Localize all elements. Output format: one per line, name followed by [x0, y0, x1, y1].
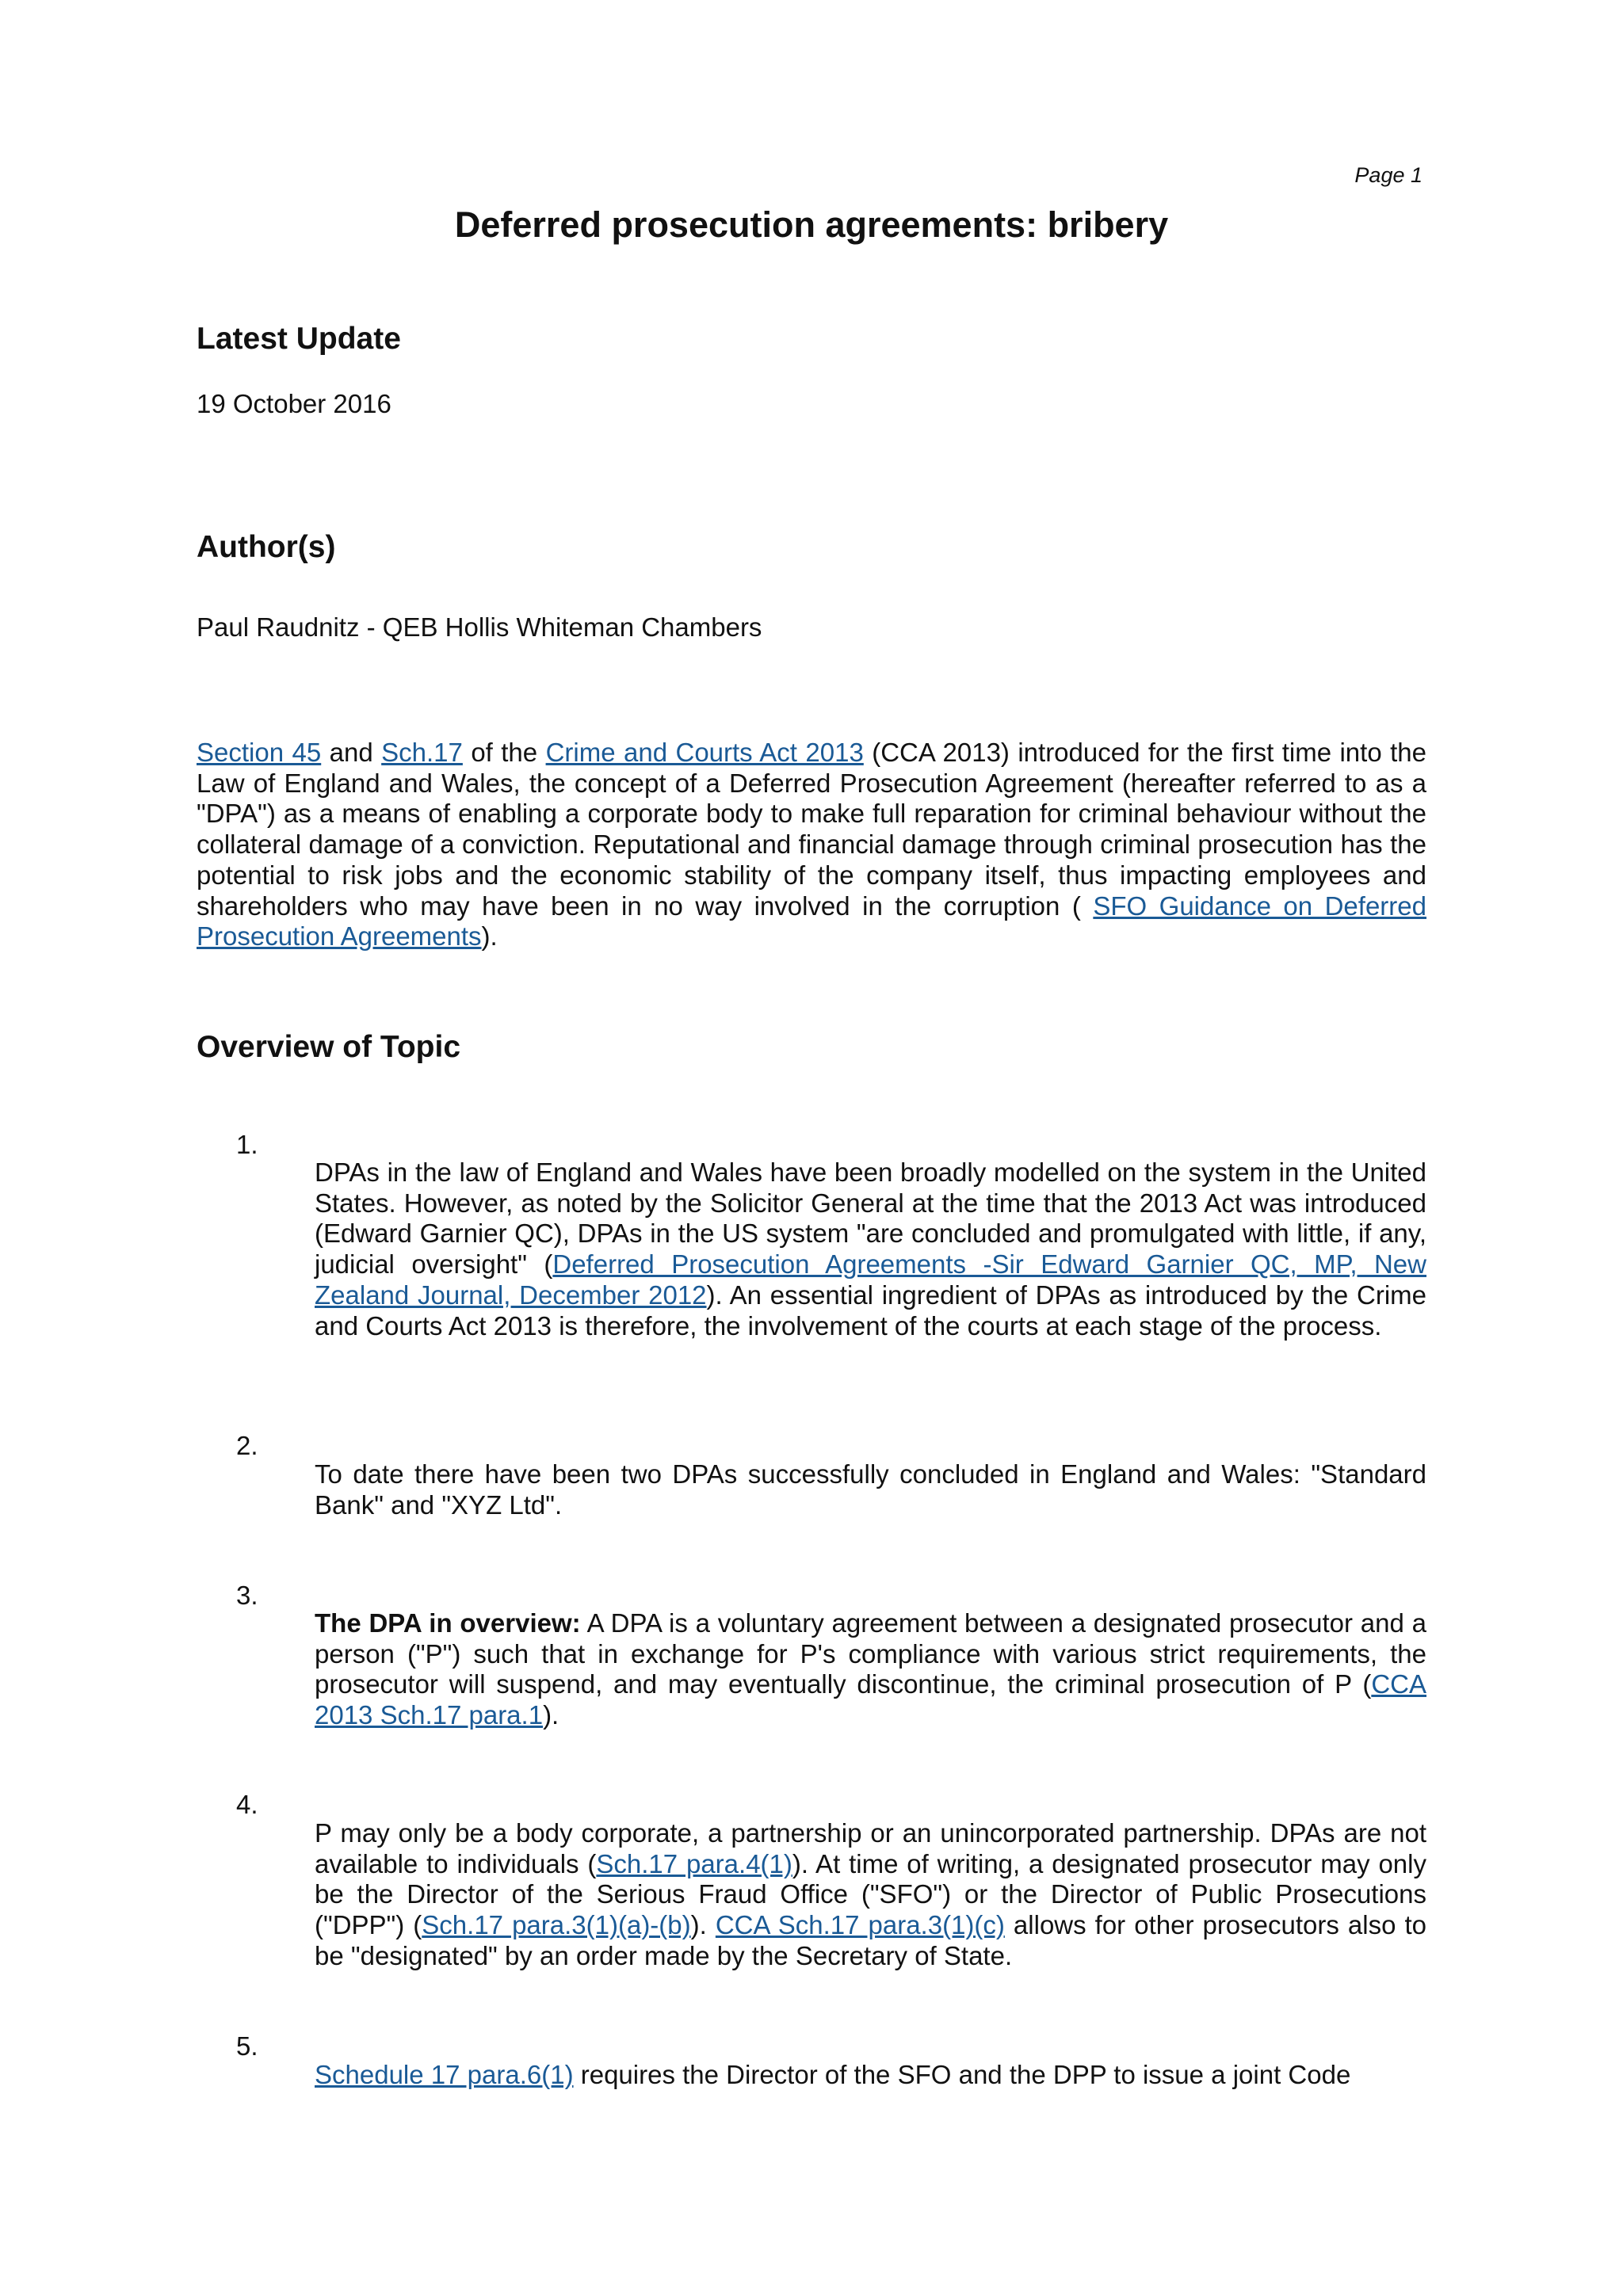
- schedule17-para6-link[interactable]: Schedule 17 para.6(1): [315, 2060, 574, 2089]
- intro-text: (CCA 2013) introduced for the first time into the Law of England and Wales, the concept of a Deferred Prosecution Agreement (hereafter referred to as a "DPA") as a means of enabling a corporate body to make full reparation for criminal behaviour without the collateral damage of a conviction. Reputational and financial damage through criminal prosecution has the potential to risk jobs and the economic stability of the company itself, thus impacting employees and shareholders who may have been in no way involved in the corruption (: [197, 738, 1426, 921]
- item-text: ). An essential ingredient of DPAs as introduced by the Crime and Courts Act 2013 is therefore, the involvement of the courts at each stage of the process.: [315, 1280, 1426, 1341]
- authors-heading: Author(s): [197, 530, 336, 564]
- list-item-number: 5.: [236, 2031, 258, 2061]
- garnier-article-link[interactable]: Deferred Prosecution Agreements -Sir Edward Garnier QC, MP, New Zealand Journal, December 2012: [315, 1249, 1426, 1310]
- page-number: Page 1: [1354, 163, 1423, 187]
- list-item-number: 4.: [236, 1790, 258, 1819]
- list-item: [315, 1818, 1426, 1972]
- document-title: Deferred prosecution agreements: bribery: [454, 204, 1169, 245]
- item-bold-lead: The DPA in overview:: [315, 1608, 581, 1638]
- latest-update-heading: Latest Update: [197, 322, 401, 356]
- item-text: allows for other prosecutors also to be "designated" by an order made by the Secretary of State.: [315, 1910, 1427, 1970]
- cca-sch17-para1-link[interactable]: CCA 2013 Sch.17 para.1: [315, 1669, 1426, 1730]
- sch17-link[interactable]: Sch.17: [381, 738, 463, 767]
- item-text: ).: [543, 1700, 559, 1730]
- intro-text: of the: [462, 738, 546, 767]
- overview-heading: Overview of Topic: [197, 1030, 461, 1064]
- intro-text: ).: [481, 921, 498, 952]
- item-text: A DPA is a voluntary agreement between a designated prosecutor and a person ("P") such that in exchange for P's compliance with various strict requirements, the prosecutor will suspend, and may eventually discontinue, the criminal prosecution of P (: [315, 1608, 1426, 1699]
- list-item: [315, 1459, 1426, 1520]
- sfo-guidance-link[interactable]: SFO Guidance on Deferred Prosecution Agreements: [197, 891, 1426, 952]
- item-text: To date there have been two DPAs successfully concluded in England and Wales: "Standard Bank" and "XYZ Ltd".: [315, 1459, 1426, 1520]
- author-name: Paul Raudnitz - QEB Hollis Whiteman Chambers: [197, 612, 762, 642]
- item-text: DPAs in the law of England and Wales have been broadly modelled on the system in the United States. However, as noted by the Solicitor General at the time that the 2013 Act was introduced (Edward Garnier QC), DPAs in the US system "are concluded and promulgated with little, if any, judicial oversight" (: [315, 1158, 1426, 1280]
- list-item: [315, 1158, 1426, 1341]
- crime-courts-act-link[interactable]: Crime and Courts Act 2013: [545, 738, 864, 767]
- intro-text: and: [321, 738, 382, 767]
- item-text: P may only be a body corporate, a partnership or an unincorporated partnership. DPAs are not available to individuals (: [315, 1818, 1426, 1878]
- latest-update-date: 19 October 2016: [197, 389, 391, 418]
- item-text: requires the Director of the SFO and the DPP to issue a joint Code: [573, 2060, 1351, 2089]
- list-item: [315, 1608, 1426, 1731]
- intro-paragraph: [197, 738, 1426, 952]
- list-item-number: 1.: [236, 1130, 258, 1159]
- list-item-number: 2.: [236, 1431, 258, 1460]
- cca-sch17-para3-c-link[interactable]: CCA Sch.17 para.3(1)(c): [715, 1910, 1005, 1940]
- section-45-link[interactable]: Section 45: [197, 738, 322, 767]
- list-item: [315, 2060, 1426, 2091]
- item-text: ).: [690, 1910, 716, 1940]
- item-text: ). At time of writing, a designated prosecutor may only be the Director of the Serious Fraud Office ("SFO") or the Director of Public Prosecutions ("DPP") (: [315, 1848, 1426, 1940]
- list-item-number: 3.: [236, 1581, 258, 1610]
- sch17-para3-ab-link[interactable]: Sch.17 para.3(1)(a)-(b): [422, 1910, 691, 1940]
- sch17-para4-link[interactable]: Sch.17 para.4(1): [596, 1848, 792, 1878]
